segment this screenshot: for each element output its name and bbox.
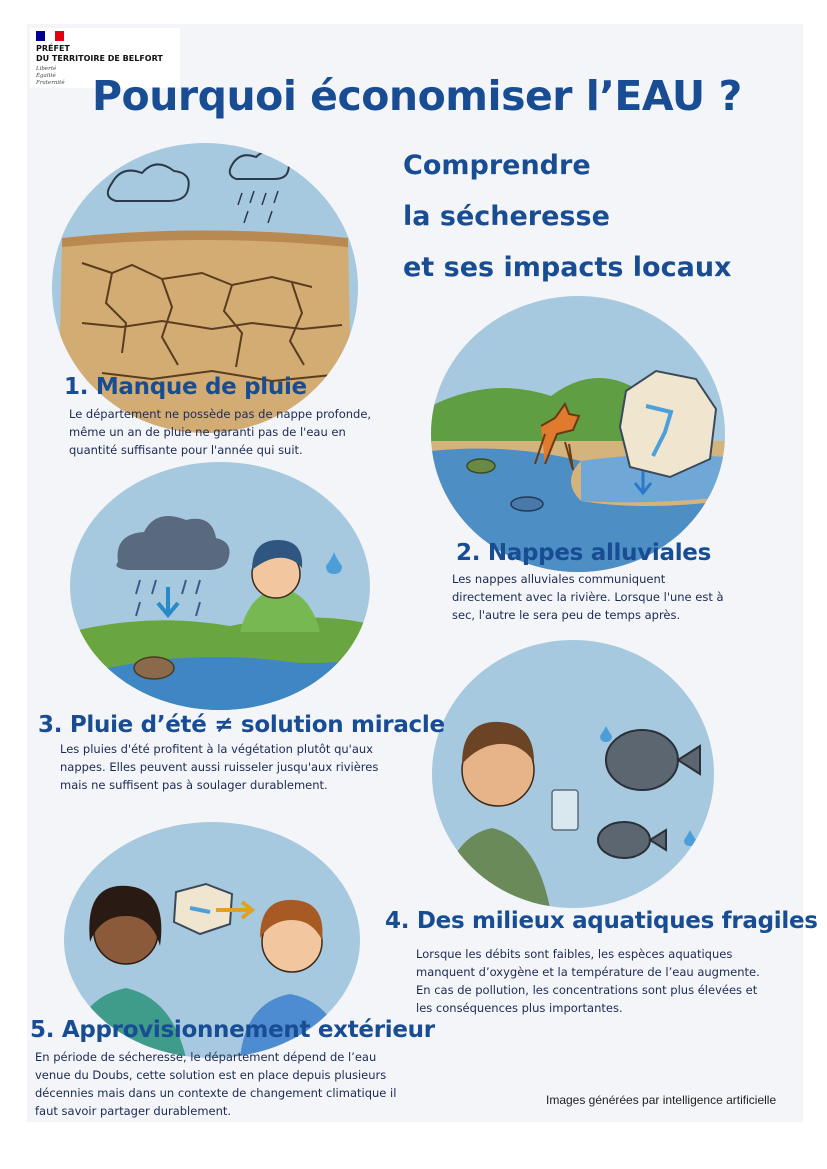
motto-liberte: Liberté xyxy=(36,66,57,72)
page-title: Pourquoi économiser l’EAU ? xyxy=(92,72,742,120)
subtitle-line2: la sécheresse xyxy=(403,201,610,232)
section-1-title: 1. Manque de pluie xyxy=(64,374,307,400)
section-3-title: 3. Pluie d’été ≠ solution miracle xyxy=(38,712,445,738)
section-3-body: Les pluies d'été profitent à la végétation plutôt qu'aux nappes. Elles peuvent aussi ruisseler jusqu'aux rivières mais ne suffisent pas à soulager durablement. xyxy=(60,742,379,792)
aquatic-illustration xyxy=(432,640,714,908)
motto-fraternite: Fraternité xyxy=(36,80,65,86)
section-1-body: Le département ne possède pas de nappe profonde, même un an de pluie ne garanti pas de l'eau en quantité suffisante pour l'année qui suit. xyxy=(69,407,372,457)
summer-rain-illustration xyxy=(70,462,370,710)
rain-cloud-icon xyxy=(70,462,370,710)
section-5-title: 5. Approvisionnement extérieur xyxy=(30,1017,435,1043)
page-subtitle xyxy=(403,140,731,293)
logo-line2: DU TERRITOIRE DE BELFORT xyxy=(36,54,163,63)
section-2-title: 2. Nappes alluviales xyxy=(456,540,711,566)
alluvial-illustration xyxy=(431,296,725,572)
french-flag-icon xyxy=(36,31,64,41)
fish-glass-icon xyxy=(432,640,714,908)
section-4-body: Lorsque les débits sont faibles, les espèces aquatiques manquent d’oxygène et la température de l’eau augmente. En cas de pollution, les concentrations sont plus élevées et les conséquences plus importantes. xyxy=(416,947,760,1015)
motto-egalite: Égalité xyxy=(36,73,56,79)
ai-image-credit: Images générées par intelligence artificielle xyxy=(546,1093,777,1107)
logo-line1: PRÉFET xyxy=(36,44,70,53)
subtitle-line1: Comprendre xyxy=(403,150,591,181)
section-2-body: Les nappes alluviales communiquent directement avec la rivière. Lorsque l'une est à sec, l'autre le sera peu de temps après. xyxy=(452,572,724,622)
section-4-title: 4. Des milieux aquatiques fragiles xyxy=(385,908,818,934)
section-5-body: En période de sécheresse, le département dépend de l’eau venue du Doubs, cette solution est en place depuis plusieurs décennies mais dans un contexte de changement climatique il faut savoir partager durablement. xyxy=(35,1050,397,1118)
subtitle-line3: et ses impacts locaux xyxy=(403,252,732,283)
river-fox-icon xyxy=(431,296,725,572)
